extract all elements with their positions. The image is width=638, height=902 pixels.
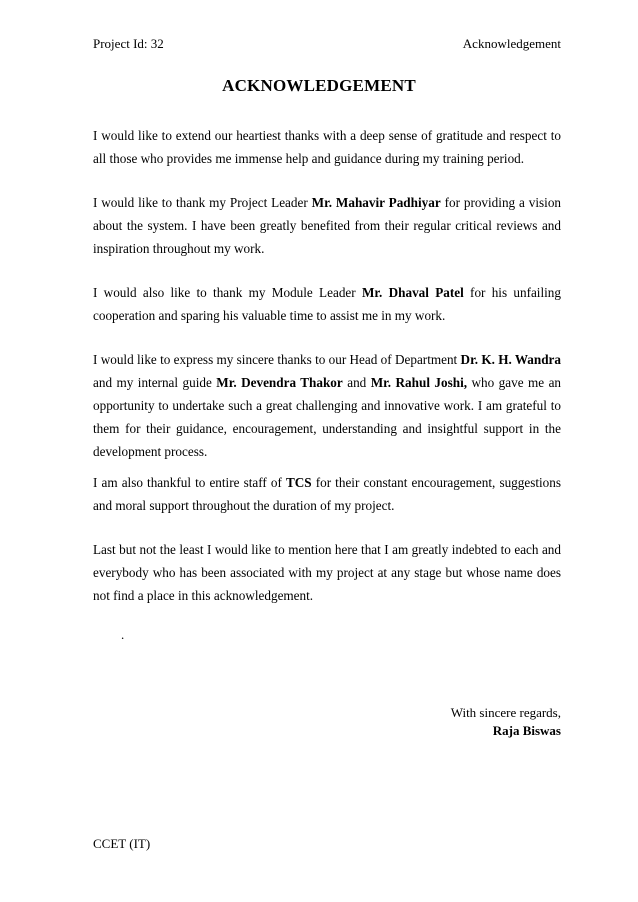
regards-line: With sincere regards, (450, 705, 561, 720)
header-project-id: Project Id: 32 (93, 36, 164, 51)
paragraph-closing-thanks: Last but not the least I would like to mention here that I am greatly indebted to each and everybody who has been associated with my project at any stage but whose name does not find a place in this acknowledgement. (93, 542, 561, 603)
module-leader-name: Mr. Dhaval Patel (361, 285, 464, 300)
signature-block (451, 704, 561, 740)
text-segment: and (342, 375, 371, 390)
project-leader-name: Mr. Mahavir Padhiyar (311, 195, 441, 210)
company-name: TCS (285, 475, 312, 490)
text-segment: for his unfailing cooperation and sparing his valuable time to assist me in my work. (93, 285, 561, 323)
paragraph-module-leader (93, 281, 561, 327)
paragraph-department-head (93, 348, 561, 463)
text-segment: for providing a vision about the system. I have been greatly benefited from their regular critical reviews and inspiration throughout my work. (93, 195, 562, 256)
text-segment: I would like to thank my Project Leader (93, 195, 312, 210)
header-section-name: Acknowledgement (462, 36, 561, 51)
page-title: ACKNOWLEDGEMENT (222, 76, 416, 95)
text-segment: who gave me an opportunity to undertake such a great challenging and innovative work. I am grateful to them for their guidance, encouragement, understanding and insightful support in the development process. (93, 375, 562, 459)
stray-dot-mark: . (121, 627, 125, 642)
paragraph-staff (93, 471, 561, 517)
text-segment: for their constant encouragement, suggestions and moral support throughout the duration of my project. (93, 475, 561, 513)
second-guide-name: Mr. Rahul Joshi, (370, 375, 468, 390)
text-segment: I would also like to thank my Module Leader (93, 285, 362, 300)
text-segment: I am also thankful to entire staff of (93, 475, 286, 490)
paragraph-gratitude: I would like to extend our heartiest thanks with a deep sense of gratitude and respect to all those who provides me immense help and guidance during my training period. (93, 128, 561, 166)
footer-college: CCET (IT) (93, 836, 151, 851)
internal-guide-name: Mr. Devendra Thakor (216, 375, 343, 390)
paragraph-project-leader (93, 191, 561, 260)
acknowledgement-body (93, 124, 561, 607)
text-segment: I would like to express my sincere thanks to our Head of Department (93, 352, 461, 367)
text-segment: and my internal guide (93, 375, 217, 390)
author-name: Raja Biswas (492, 723, 561, 738)
department-head-name: Dr. K. H. Wandra (460, 352, 561, 367)
